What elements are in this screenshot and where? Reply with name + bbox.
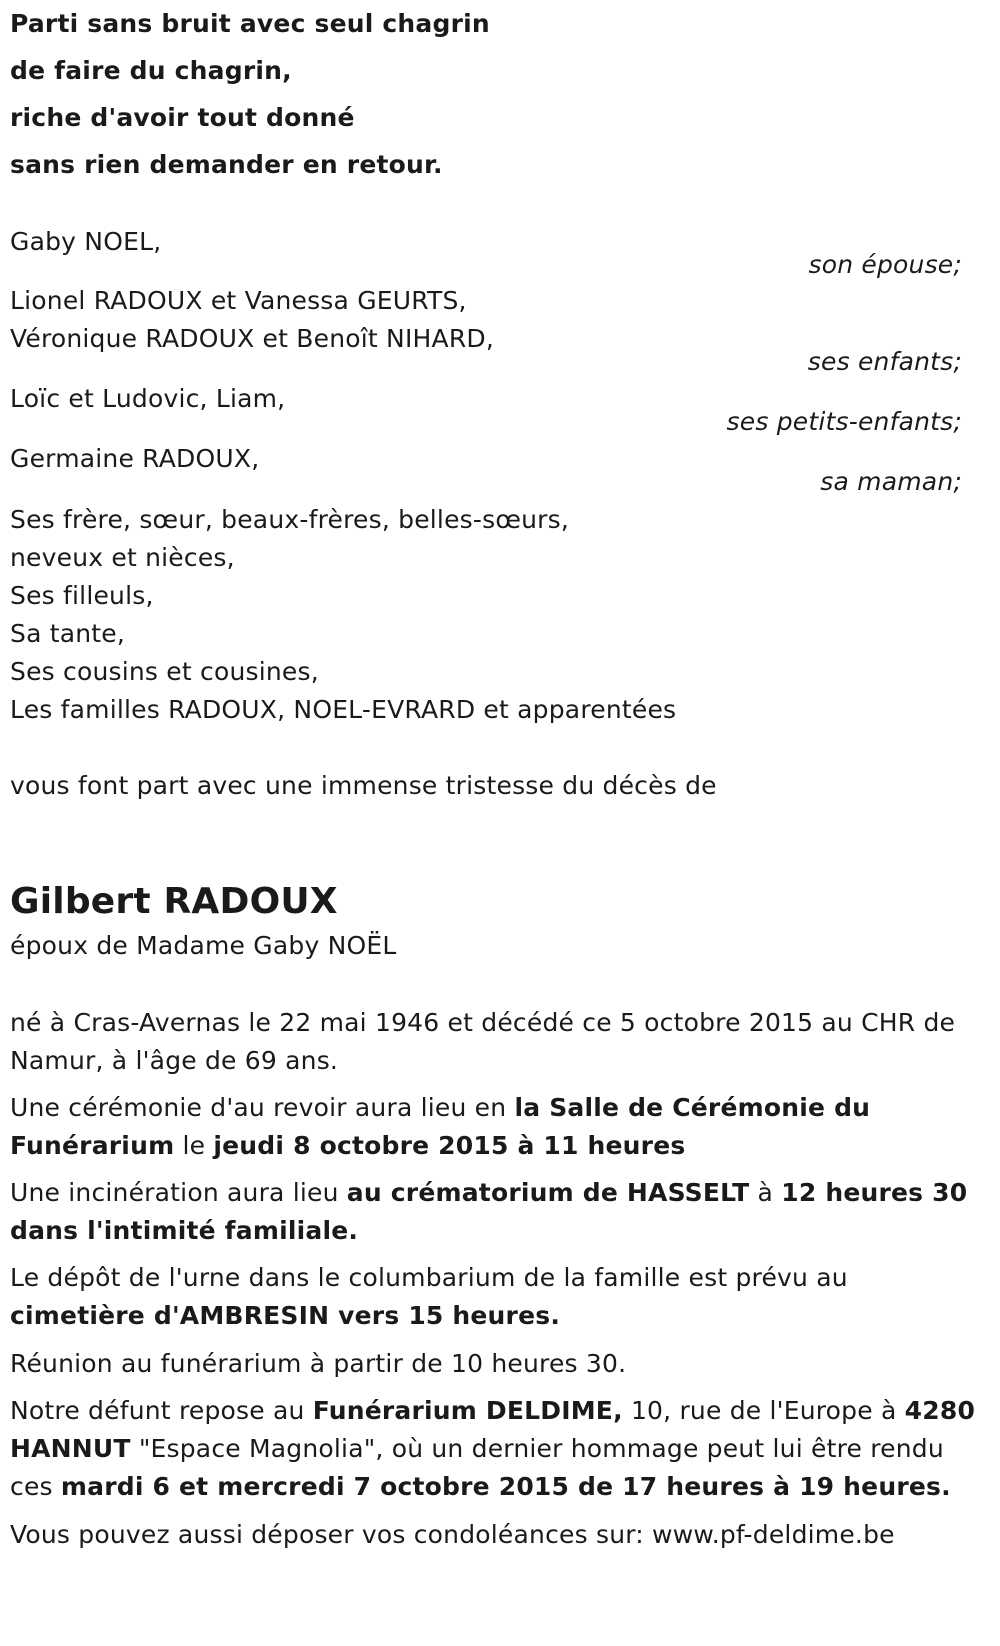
visitation-funeral-home: Funérarium DELDIME,: [312, 1396, 623, 1425]
visitation-city: HANNUT: [10, 1434, 131, 1463]
cremation-place: au crématorium de HASSELT: [346, 1178, 750, 1207]
visitation-dates: mardi 6 et mercredi 7 octobre 2015 de 17 heures à 19 heures.: [60, 1472, 951, 1501]
visitation-postcode: 4280: [904, 1396, 976, 1425]
cremation-text-2: à: [749, 1178, 782, 1207]
visitation-text-1: Notre défunt repose au: [10, 1396, 313, 1425]
grandchildren-names: Loïc et Ludovic, Liam,: [10, 384, 286, 413]
visitation-text-2: "Espace Magnolia", où un dernier hommage peut lui être rendu: [130, 1434, 944, 1463]
poem-line-1: Parti sans bruit avec seul chagrin: [10, 9, 490, 38]
birth-death-line-1: né à Cras-Avernas le 22 mai 1946 et décédé ce 5 octobre 2015 au CHR de: [10, 1008, 956, 1037]
spouse-of-text: époux de Madame Gaby NOËL: [10, 931, 397, 960]
ceremony-date: jeudi 8 octobre 2015 à 11 heures: [213, 1131, 686, 1160]
child-line-1: Lionel RADOUX et Vanessa GEURTS,: [10, 286, 467, 315]
child-line-2: Véronique RADOUX et Benoît NIHARD,: [10, 324, 494, 353]
visitation-text-3: ces: [10, 1472, 61, 1501]
reunion-text: Réunion au funérarium à partir de 10 heures 30.: [10, 1349, 627, 1378]
grandchildren-role: ses petits-enfants;: [726, 407, 962, 436]
ceremony-venue-1: la Salle de Cérémonie du: [514, 1093, 871, 1122]
others-line-4: Sa tante,: [10, 619, 126, 648]
visitation-line-2: [10, 1434, 944, 1464]
others-line-2: neveux et nièces,: [10, 543, 235, 572]
announcement-text: vous font part avec une immense tristesse du décès de: [10, 771, 717, 800]
poem-line-4: sans rien demander en retour.: [10, 150, 443, 179]
cremation-line-2: dans l'intimité familiale.: [10, 1216, 359, 1245]
poem-line-3: riche d'avoir tout donné: [10, 103, 355, 132]
visitation-address: 10, rue de l'Europe à: [622, 1396, 905, 1425]
others-line-6: Les familles RADOUX, NOEL-EVRARD et apparentées: [10, 695, 677, 724]
mother-name: Germaine RADOUX,: [10, 444, 260, 473]
cremation-time: 12 heures 30: [781, 1178, 968, 1207]
spouse-role: son épouse;: [808, 250, 962, 279]
cremation-text-1: Une incinération aura lieu: [10, 1178, 347, 1207]
others-line-5: Ses cousins et cousines,: [10, 657, 319, 686]
cremation-line-1: [10, 1178, 967, 1208]
birth-death-line-2: Namur, à l'âge de 69 ans.: [10, 1046, 339, 1075]
spouse-name: Gaby NOEL,: [10, 227, 162, 256]
ceremony-line-1: [10, 1093, 870, 1123]
children-role: ses enfants;: [807, 347, 962, 376]
ceremony-text-2: le: [174, 1131, 214, 1160]
ceremony-line-2: [10, 1131, 685, 1161]
poem-line-2: de faire du chagrin,: [10, 56, 292, 85]
visitation-line-3: [10, 1472, 951, 1502]
mother-role: sa maman;: [820, 467, 962, 496]
deceased-name: Gilbert RADOUX: [10, 881, 338, 922]
others-line-3: Ses filleuls,: [10, 581, 154, 610]
ceremony-venue-2: Funérarium: [10, 1131, 175, 1160]
others-line-1: Ses frère, sœur, beaux-frères, belles-sœurs,: [10, 505, 569, 534]
urn-line-1: Le dépôt de l'urne dans le columbarium de la famille est prévu au: [10, 1263, 848, 1292]
visitation-line-1: [10, 1396, 975, 1426]
urn-line-2: cimetière d'AMBRESIN vers 15 heures.: [10, 1301, 561, 1330]
ceremony-text-1: Une cérémonie d'au revoir aura lieu en: [10, 1093, 515, 1122]
condolences-text: Vous pouvez aussi déposer vos condoléances sur: www.pf-deldime.be: [10, 1520, 895, 1549]
